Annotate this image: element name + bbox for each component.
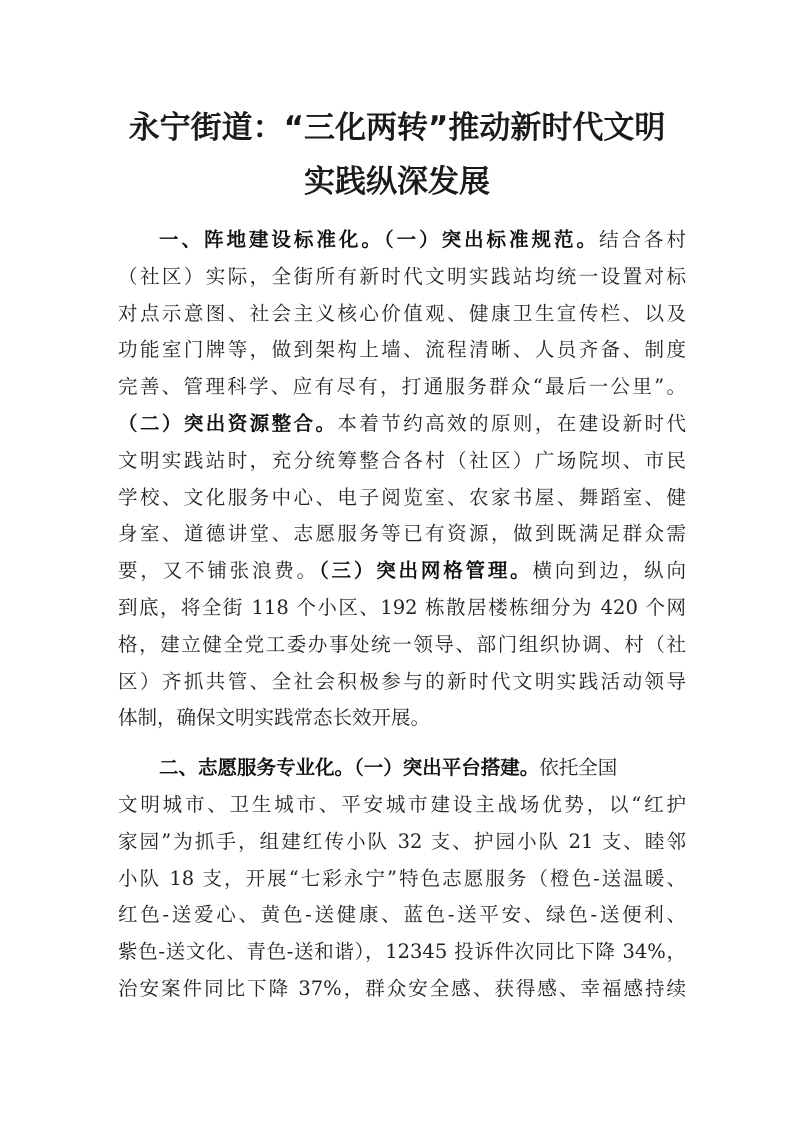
body-text: 本着节约高效的原则，在建设新时代 (337, 411, 686, 435)
body-text: 依托全国 (539, 756, 618, 780)
text-line (118, 296, 686, 333)
body-text: 小队 18 支，开展“七彩永宁”特色志愿服务（橙色-送温暖、 (118, 866, 686, 890)
text-line (118, 553, 686, 590)
document-body (118, 222, 686, 1008)
text-line (118, 222, 686, 259)
body-text: 横向到边，纵向 (532, 559, 686, 583)
text-line (118, 664, 686, 701)
body-text: 体制，确保文明实践常态长效开展。 (118, 706, 431, 730)
text-line (118, 332, 686, 369)
body-text: （社区）实际，全街所有新时代文明实践站均统一设置对标 (118, 264, 686, 288)
text-line (118, 443, 686, 480)
body-text: 学校、文化服务中心、电子阅览室、农家书屋、舞蹈室、健 (118, 485, 686, 509)
text-line (118, 700, 686, 737)
text-line (118, 750, 686, 787)
subsection-heading: （二）突出资源整合。 (118, 411, 338, 435)
body-text: 对点示意图、社会主义核心价值观、健康卫生宣传栏、以及 (118, 301, 686, 325)
text-line (118, 897, 686, 934)
body-text: 紫色-送文化、青色-送和谐），12345 投诉件次同比下降 34%， (118, 940, 686, 964)
subsection-heading: （一）突出平台搭建。 (354, 756, 540, 780)
body-text: 文明实践站时，充分统筹整合各村（社区）广场院坝、市民 (118, 448, 686, 472)
text-line (118, 934, 686, 971)
text-line (118, 787, 686, 824)
body-text: 治安案件同比下降 37%，群众安全感、获得感、幸福感持续 (118, 976, 686, 1000)
text-line (118, 627, 686, 664)
body-text: 红色-送爱心、黄色-送健康、蓝色-送平安、绿色-送便利、 (118, 903, 686, 927)
body-text: 格，建立健全党工委办事处统一领导、部门组织协调、村（社 (118, 632, 686, 656)
body-text: 文明城市、卫生城市、平安城市建设主战场优势，以“红护 (118, 792, 686, 816)
text-line (118, 406, 686, 443)
body-text: 身室、道德讲堂、志愿服务等已有资源，做到既满足群众需 (118, 522, 686, 546)
body-text: 要，又不铺张浪费。 (118, 559, 319, 583)
body-text: 家园”为抓手，组建红传小队 32 支、护园小队 21 支、睦邻 (118, 829, 686, 853)
page-title-line-1: 永宁街道：“三化两转”推动新时代文明 (128, 110, 666, 146)
section-heading: 二、志愿服务专业化。 (159, 756, 355, 780)
body-text: 到底，将全街 118 个小区、192 栋散居楼栋细分为 420 个网 (118, 595, 686, 619)
body-text: 功能室门牌等，做到架构上墙、流程清晰、人员齐备、制度 (118, 338, 686, 362)
page-title-line-2: 实践纵深发展 (304, 164, 490, 200)
text-line (118, 480, 686, 517)
subsection-heading: （一）突出标准规范。 (383, 228, 599, 251)
body-text: 结合各村 (599, 228, 686, 251)
body-text: 完善、管理科学、应有尽有，打通服务群众“最后一公里”。 (118, 375, 686, 399)
text-line (118, 590, 686, 627)
text-line (118, 824, 686, 861)
section-heading: 一、阵地建设标准化。 (159, 228, 384, 251)
text-line (118, 369, 686, 406)
text-line (118, 971, 686, 1008)
text-line (118, 861, 686, 898)
text-line (118, 259, 686, 296)
body-text: 区）齐抓共管、全社会积极参与的新时代文明实践活动领导 (118, 669, 686, 693)
subsection-heading: （三）突出网格管理。 (318, 559, 533, 583)
text-line (118, 516, 686, 553)
